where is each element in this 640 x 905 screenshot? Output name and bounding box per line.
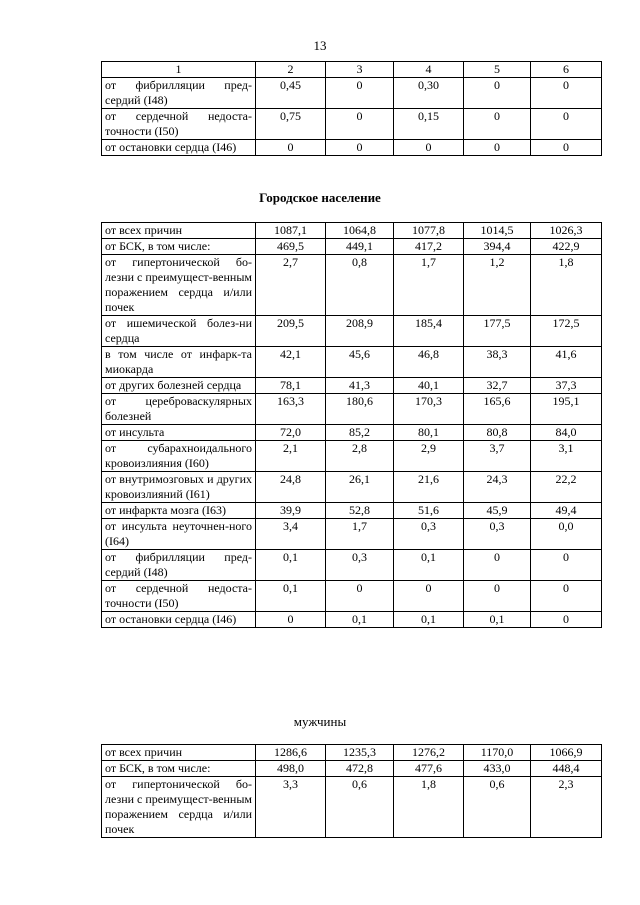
table-row: [102, 745, 602, 761]
row-label: от остановки сердца (I46): [102, 140, 256, 156]
row-label: от фибрилляции пред-сердий (I48): [102, 550, 256, 581]
row-value: 22,2: [531, 472, 602, 503]
column-number: 6: [531, 62, 602, 78]
row-value: 0: [326, 581, 394, 612]
row-value: 37,3: [531, 378, 602, 394]
row-value: 51,6: [394, 503, 464, 519]
row-value: 45,6: [326, 347, 394, 378]
row-value: 0,1: [394, 612, 464, 628]
row-value: 0,1: [256, 550, 326, 581]
row-value: 0: [326, 140, 394, 156]
row-label: от сердечной недоста-точности (I50): [102, 109, 256, 140]
row-label: от субарахноидального кровоизлияния (I60): [102, 441, 256, 472]
row-value: 498,0: [256, 761, 326, 777]
row-value: 0,1: [394, 550, 464, 581]
row-value: 32,7: [464, 378, 531, 394]
table-row: [102, 519, 602, 550]
row-value: 2,3: [531, 777, 602, 838]
column-number: 2: [256, 62, 326, 78]
row-label: от инсульта: [102, 425, 256, 441]
row-value: 41,3: [326, 378, 394, 394]
column-number: 4: [394, 62, 464, 78]
row-value: 0: [464, 581, 531, 612]
row-label: от инфаркта мозга (I63): [102, 503, 256, 519]
row-value: 0,15: [394, 109, 464, 140]
row-value: 0: [531, 612, 602, 628]
mortality-table-continued: [101, 61, 602, 156]
row-value: 172,5: [531, 316, 602, 347]
row-value: 0,8: [326, 255, 394, 316]
row-value: 0,3: [394, 519, 464, 550]
row-value: 0: [531, 109, 602, 140]
row-value: 80,1: [394, 425, 464, 441]
table-row: [102, 550, 602, 581]
row-value: 41,6: [531, 347, 602, 378]
row-value: 0,1: [256, 581, 326, 612]
row-value: 21,6: [394, 472, 464, 503]
row-value: 0: [531, 581, 602, 612]
row-value: 394,4: [464, 239, 531, 255]
row-value: 0: [326, 109, 394, 140]
row-value: 0,0: [531, 519, 602, 550]
row-value: 49,4: [531, 503, 602, 519]
row-value: 422,9: [531, 239, 602, 255]
row-value: 39,9: [256, 503, 326, 519]
row-value: 417,2: [394, 239, 464, 255]
row-label: от БСК, в том числе:: [102, 239, 256, 255]
row-value: 52,8: [326, 503, 394, 519]
row-value: 1276,2: [394, 745, 464, 761]
row-value: 0: [464, 78, 531, 109]
table-row: [102, 239, 602, 255]
row-value: 46,8: [394, 347, 464, 378]
row-value: 2,9: [394, 441, 464, 472]
row-value: 208,9: [326, 316, 394, 347]
row-value: 85,2: [326, 425, 394, 441]
row-value: 0: [464, 140, 531, 156]
mortality-table-men: [101, 744, 602, 838]
row-value: 3,4: [256, 519, 326, 550]
row-value: 1170,0: [464, 745, 531, 761]
row-value: 2,8: [326, 441, 394, 472]
table-row: [102, 612, 602, 628]
column-number: 5: [464, 62, 531, 78]
row-value: 0,6: [326, 777, 394, 838]
table-header-row: [102, 62, 602, 78]
row-value: 0,30: [394, 78, 464, 109]
row-value: 0,3: [464, 519, 531, 550]
table-row: [102, 503, 602, 519]
row-value: 42,1: [256, 347, 326, 378]
row-value: 448,4: [531, 761, 602, 777]
row-value: 38,3: [464, 347, 531, 378]
row-value: 0: [531, 140, 602, 156]
row-value: 1014,5: [464, 223, 531, 239]
row-label: от внутримозговых и других кровоизлияний (I61): [102, 472, 256, 503]
row-value: 1,2: [464, 255, 531, 316]
row-value: 1,7: [326, 519, 394, 550]
row-value: 0: [256, 140, 326, 156]
row-value: 1,7: [394, 255, 464, 316]
mortality-table-urban: [101, 222, 602, 628]
row-value: 0: [394, 581, 464, 612]
row-label: от гипертонической бо-лезни с преимущест-венным поражением сердца и/или почек: [102, 255, 256, 316]
row-value: 195,1: [531, 394, 602, 425]
row-value: 26,1: [326, 472, 394, 503]
row-value: 1,8: [531, 255, 602, 316]
table-row: [102, 394, 602, 425]
row-value: 469,5: [256, 239, 326, 255]
row-value: 477,6: [394, 761, 464, 777]
table-row: [102, 255, 602, 316]
row-value: 433,0: [464, 761, 531, 777]
row-value: 3,3: [256, 777, 326, 838]
row-value: 0: [326, 78, 394, 109]
row-label: от фибрилляции пред-сердий (I48): [102, 78, 256, 109]
table-row: [102, 316, 602, 347]
table-row: [102, 425, 602, 441]
row-value: 78,1: [256, 378, 326, 394]
row-value: 24,3: [464, 472, 531, 503]
row-value: 0,1: [326, 612, 394, 628]
table-row: [102, 441, 602, 472]
row-value: 0,6: [464, 777, 531, 838]
row-value: 0: [464, 109, 531, 140]
row-value: 170,3: [394, 394, 464, 425]
row-value: 0,3: [326, 550, 394, 581]
row-value: 0: [464, 550, 531, 581]
row-value: 2,1: [256, 441, 326, 472]
table-row: [102, 581, 602, 612]
row-value: 0,75: [256, 109, 326, 140]
row-value: 180,6: [326, 394, 394, 425]
row-value: 24,8: [256, 472, 326, 503]
row-value: 0: [256, 612, 326, 628]
row-value: 1026,3: [531, 223, 602, 239]
row-label: от всех причин: [102, 223, 256, 239]
row-value: 472,8: [326, 761, 394, 777]
row-label: от всех причин: [102, 745, 256, 761]
table-row: [102, 777, 602, 838]
section-title-men: мужчины: [293, 714, 347, 729]
row-value: 0: [531, 550, 602, 581]
row-label: от других болезней сердца: [102, 378, 256, 394]
table-row: [102, 140, 602, 156]
row-label: от ишемической болез-ни сердца: [102, 316, 256, 347]
row-value: 1087,1: [256, 223, 326, 239]
column-number: 3: [326, 62, 394, 78]
row-value: 84,0: [531, 425, 602, 441]
row-value: 3,1: [531, 441, 602, 472]
row-label: от инсульта неуточнен-ного (I64): [102, 519, 256, 550]
row-value: 3,7: [464, 441, 531, 472]
row-value: 80,8: [464, 425, 531, 441]
row-label: от цереброваскулярных болезней: [102, 394, 256, 425]
row-value: 2,7: [256, 255, 326, 316]
row-value: 177,5: [464, 316, 531, 347]
row-label: от остановки сердца (I46): [102, 612, 256, 628]
row-value: 1077,8: [394, 223, 464, 239]
row-value: 0,45: [256, 78, 326, 109]
table-row: [102, 761, 602, 777]
row-value: 72,0: [256, 425, 326, 441]
table-row: [102, 378, 602, 394]
table-row: [102, 109, 602, 140]
table-row: [102, 472, 602, 503]
section-title-urban-population: Городское население: [259, 190, 381, 205]
table-row: [102, 78, 602, 109]
row-value: 1,8: [394, 777, 464, 838]
row-value: 45,9: [464, 503, 531, 519]
row-value: 163,3: [256, 394, 326, 425]
row-label: в том числе от инфарк-та миокарда: [102, 347, 256, 378]
row-label: от сердечной недоста-точности (I50): [102, 581, 256, 612]
column-number: 1: [102, 62, 256, 78]
row-value: 165,6: [464, 394, 531, 425]
table-row: [102, 223, 602, 239]
row-value: 0,1: [464, 612, 531, 628]
row-value: 1066,9: [531, 745, 602, 761]
row-value: 0: [394, 140, 464, 156]
row-value: 449,1: [326, 239, 394, 255]
row-value: 1235,3: [326, 745, 394, 761]
row-label: от гипертонической бо-лезни с преимущест-венным поражением сердца и/или почек: [102, 777, 256, 838]
row-value: 40,1: [394, 378, 464, 394]
page-number: 13: [313, 38, 327, 53]
row-value: 1064,8: [326, 223, 394, 239]
row-value: 209,5: [256, 316, 326, 347]
row-label: от БСК, в том числе:: [102, 761, 256, 777]
row-value: 185,4: [394, 316, 464, 347]
row-value: 0: [531, 78, 602, 109]
table-row: [102, 347, 602, 378]
row-value: 1286,6: [256, 745, 326, 761]
